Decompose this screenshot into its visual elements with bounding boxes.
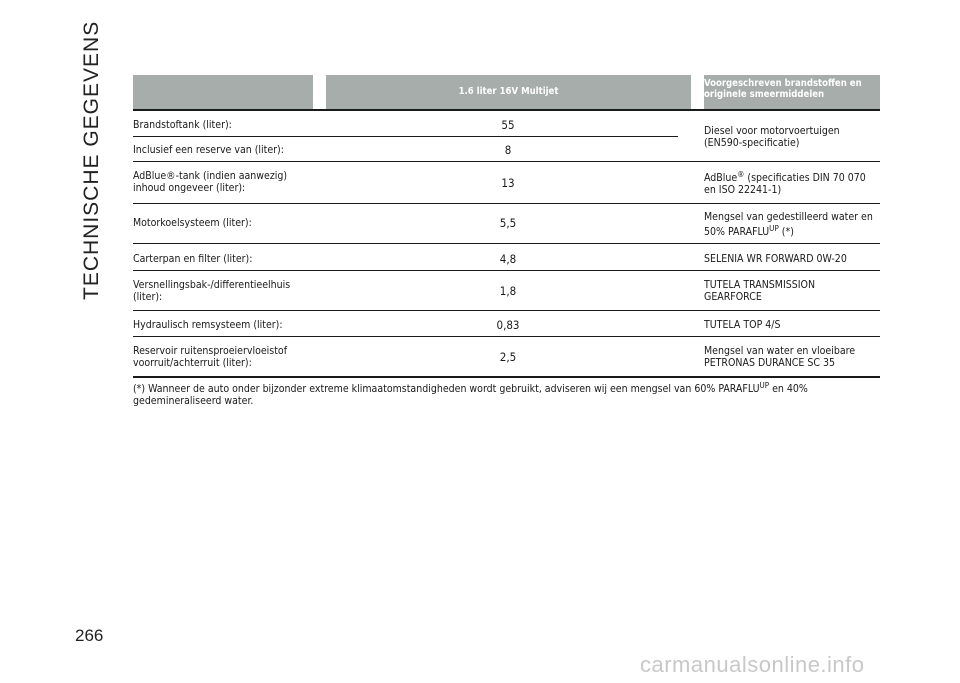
row-label-line1: Versnellingsbak-/differentieelhuis (133, 279, 291, 291)
row-label: Carterpan en filter (liter): (133, 253, 253, 265)
fuel-washer-line2: PETRONAS DURANCE SC 35 (704, 357, 835, 369)
header-fuels-line1: Voorgeschreven brandstoffen en (704, 78, 862, 89)
coolant-note-ref: (*) (778, 226, 794, 238)
row-divider (133, 310, 880, 311)
row-divider (133, 243, 880, 244)
row-value: 55 (501, 118, 515, 132)
fluid-capacities-table (133, 75, 880, 407)
fuel-washer-line1: Mengsel van water en vloeibare (704, 345, 856, 357)
header-fuels (704, 75, 880, 109)
footnote-line1 (133, 383, 880, 395)
row-label-line2: inhoud ongeveer (liter): (133, 182, 246, 194)
chapter-side-title: TECHNISCHE GEGEVENS (80, 20, 103, 300)
row-value: 1,8 (499, 284, 517, 298)
row-label-line2: voorruit/achterruit (liter): (133, 357, 252, 369)
fuel-brake: TUTELA TOP 4/S (704, 319, 781, 331)
fuel-diesel-line2: (EN590-specificatie) (704, 137, 800, 149)
table-bottom-rule (133, 376, 880, 378)
row-value: 4,8 (499, 252, 517, 266)
fuel-coolant-line1: Mengsel van gedestilleerd water en (704, 211, 873, 223)
fuel-oil: SELENIA WR FORWARD 0W-20 (704, 253, 847, 265)
footnote-sup: UP (759, 381, 770, 390)
registered-mark: ® (737, 170, 745, 179)
footnote-text: (*) Wanneer de auto onder bijzonder extreme klimaatomstandigheden wordt gebruikt, adviseren wij een mengsel van 60% PARAFLU (133, 383, 760, 395)
row-label: Motorkoelsysteem (liter): (133, 217, 252, 229)
header-engine: 1.6 liter 16V Multijet (326, 75, 691, 109)
row-label-line1: Reservoir ruitensproeiervloeistof (133, 345, 288, 357)
footnote-line2: gedemineraliseerd water. (133, 395, 254, 407)
fuel-gear-line1: TUTELA TRANSMISSION (704, 279, 816, 291)
row-value: 13 (501, 176, 515, 190)
table-header (133, 75, 880, 109)
page-number: 266 (75, 626, 104, 645)
row-divider (133, 161, 880, 162)
footnote-text-end: en 40% (769, 383, 808, 395)
row-label-line2: (liter): (133, 291, 163, 303)
fuel-gear-line2: GEARFORCE (704, 291, 762, 303)
header-empty-cell (133, 75, 313, 109)
row-value: 5,5 (499, 216, 517, 230)
adblue-name: AdBlue (704, 172, 738, 184)
row-value: 8 (504, 143, 512, 157)
fuel-adblue-line1 (704, 172, 880, 184)
fuel-diesel-line1: Diesel voor motorvoertuigen (704, 125, 840, 137)
row-label: Brandstoftank (liter): (133, 119, 232, 131)
header-rule (133, 109, 880, 111)
row-label: Hydraulisch remsysteem (liter): (133, 319, 283, 331)
row-divider (133, 203, 880, 204)
row-label: Inclusief een reserve van (liter): (133, 144, 284, 156)
row-label-line1: AdBlue®-tank (indien aanwezig) (133, 170, 288, 182)
coolant-product: 50% PARAFLU (704, 226, 770, 238)
fuel-coolant-line2 (704, 226, 880, 238)
row-value: 0,83 (496, 318, 520, 332)
row-divider (133, 136, 678, 137)
coolant-sup: UP (769, 224, 779, 233)
row-divider (133, 336, 880, 337)
adblue-spec: (specificaties DIN 70 070 (744, 172, 866, 184)
table-footnote (133, 383, 880, 407)
row-value: 2,5 (499, 350, 517, 364)
row-divider (133, 270, 880, 271)
fuel-adblue-line2: en ISO 22241-1) (704, 184, 782, 196)
watermark: carmanualsonline.info (640, 652, 865, 677)
header-fuels-line2: originele smeermiddelen (704, 89, 825, 100)
